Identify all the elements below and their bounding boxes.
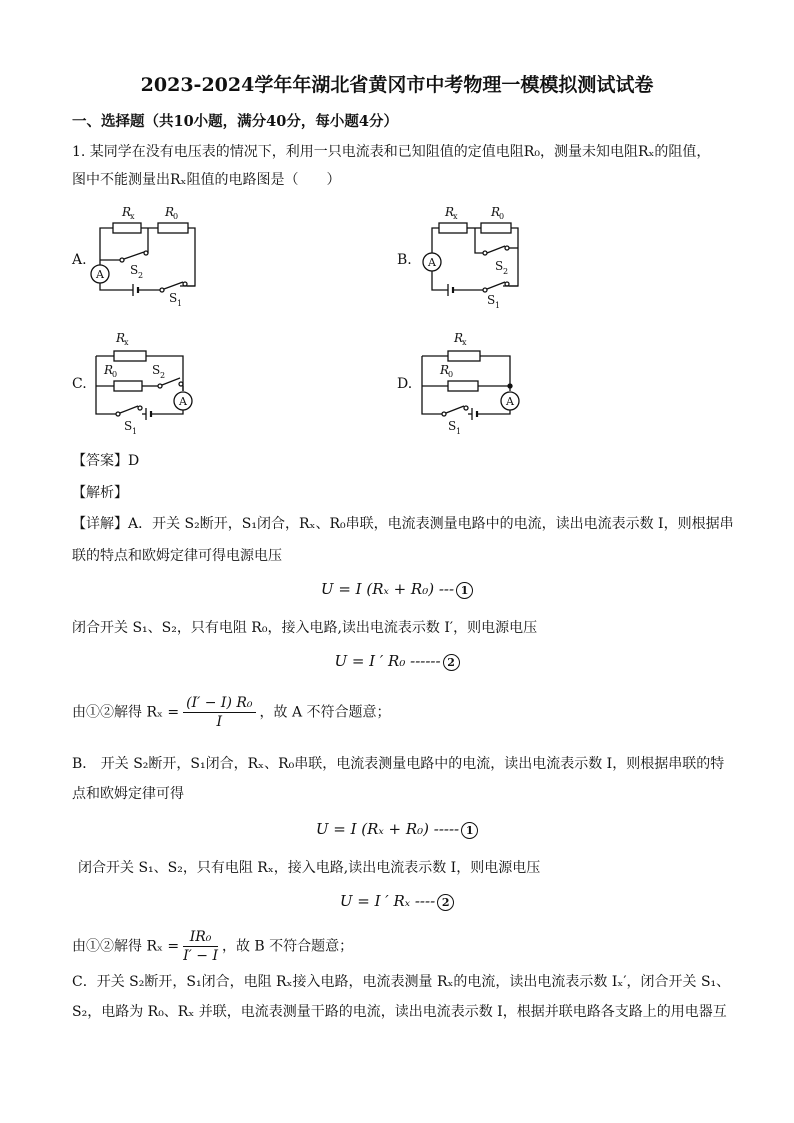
svg-text:S: S (130, 263, 139, 277)
svg-text:S: S (495, 259, 504, 273)
svg-text:1: 1 (456, 427, 462, 436)
option-a-label: A. (72, 252, 87, 268)
question-1-line-2: 图中不能测量出Rₓ阻值的电路图是（ ） (72, 172, 341, 188)
resistor-rx (113, 223, 141, 233)
resistor-r0 (158, 223, 188, 233)
svg-text:0: 0 (173, 212, 179, 221)
detail-b-line-3: 闭合开关 S₁、S₂，只有电阻 Rₓ，接入电路,读出电流表示数 I，则电源电压 (78, 860, 541, 876)
svg-text:0: 0 (112, 370, 118, 379)
circuit-diagram-d (412, 326, 532, 436)
question-1-line-1: 1. 某同学在没有电压表的情况下，利用一只电流表和已知阻值的定值电阻R₀，测量未知电阻Rₓ的阻值， (72, 144, 711, 160)
equation-b-1: U = I (Rₓ + R₀) ----- 1 (0, 820, 794, 839)
option-b-label: B. (397, 252, 412, 268)
svg-text:R: R (440, 363, 450, 377)
svg-text:R: R (116, 331, 126, 345)
svg-text:S: S (448, 419, 457, 433)
option-d-label: D. (397, 376, 413, 392)
circuit-diagram-b (415, 198, 535, 310)
circuit-diagram-a (90, 198, 210, 310)
svg-text:S: S (169, 291, 178, 305)
svg-text:R: R (165, 205, 175, 219)
detail-a-line-3: 闭合开关 S₁、S₂，只有电阻 R₀，接入电路,读出电流表示数 I′，则电源电压 (72, 620, 538, 636)
svg-text:A: A (96, 268, 104, 281)
detail-a-line-2: 联的特点和欧姆定律可得电源电压 (72, 548, 282, 564)
marker-2: 2 (443, 654, 460, 671)
marker-1: 1 (456, 582, 473, 599)
svg-text:x: x (130, 212, 135, 221)
svg-text:1: 1 (132, 427, 138, 436)
detail-c-line-1: C．开关 S₂断开，S₁闭合，电阻 Rₓ接入电路，电流表测量 Rₓ的电流，读出电流表示数 Iₓ′，闭合开关 S₁、 (72, 974, 731, 990)
detail-b-line-2: 点和欧姆定律可得 (72, 786, 184, 802)
svg-text:2: 2 (138, 271, 144, 280)
fraction-b: $\frac{\text{IR₀}}{I' - I}$ (183, 929, 218, 964)
svg-text:1: 1 (495, 301, 501, 310)
detail-b-line-1: B． 开关 S₂断开，S₁闭合，Rₓ、R₀串联，电流表测量电路中的电流，读出电流表示数 I，则根据串联的特 (72, 756, 725, 772)
svg-text:0: 0 (448, 370, 454, 379)
analysis-label: 【解析】 (72, 485, 128, 501)
svg-text:R: R (454, 331, 464, 345)
svg-text:R: R (104, 363, 114, 377)
svg-text:2: 2 (503, 267, 509, 276)
svg-text:R: R (491, 205, 501, 219)
page-title: 2023-2024学年年湖北省黄冈市中考物理一模模拟测试试卷 (140, 74, 654, 96)
svg-text:1: 1 (177, 299, 183, 308)
svg-text:x: x (462, 338, 467, 347)
section-heading: 一、选择题（共10小题，满分40分，每小题4分） (72, 113, 398, 130)
svg-text:x: x (124, 338, 129, 347)
option-c-label: C. (72, 376, 87, 392)
svg-text:A: A (428, 256, 436, 269)
svg-text:R: R (445, 205, 455, 219)
equation-b-2: U = I ′ Rₓ ---- 2 (0, 892, 794, 911)
svg-text:R: R (122, 205, 132, 219)
svg-text:A: A (506, 395, 514, 408)
circuit-diagram-c (88, 326, 208, 436)
answer: 【答案】D (72, 453, 140, 469)
svg-text:S: S (487, 293, 496, 307)
detail-a-line-4: 由①②解得 Rₓ = $\frac{\text{(I′ − I) R₀}}{I}$ ，故 A 不符合题意； (72, 695, 391, 730)
svg-text:2: 2 (160, 371, 166, 380)
svg-text:0: 0 (499, 212, 505, 221)
svg-text:S: S (152, 363, 161, 377)
svg-text:S: S (124, 419, 133, 433)
svg-text:x: x (453, 212, 458, 221)
detail-a-line-1: 【详解】A．开关 S₂断开，S₁闭合，Rₓ、R₀串联，电流表测量电路中的电流，读出电流表示数 I，则根据串 (72, 516, 734, 532)
fraction-a: $\frac{\text{(I′ − I) R₀}}{I}$ (183, 694, 255, 731)
equation-a-1: U = I (Rₓ + R₀) --- 1 (0, 580, 794, 599)
detail-c-line-2: S₂，电路为 R₀、Rₓ 并联，电流表测量干路的电流，读出电流表示数 I，根据并联电路各支路上的用电器互 (72, 1004, 727, 1020)
svg-text:A: A (179, 395, 187, 408)
detail-b-line-4: 由①②解得 Rₓ = $\frac{\text{IR₀}}{I' - I}$ ，故 B 不符合题意； (72, 929, 354, 964)
equation-a-2: U = I ′ R₀ ------ 2 (0, 652, 794, 671)
